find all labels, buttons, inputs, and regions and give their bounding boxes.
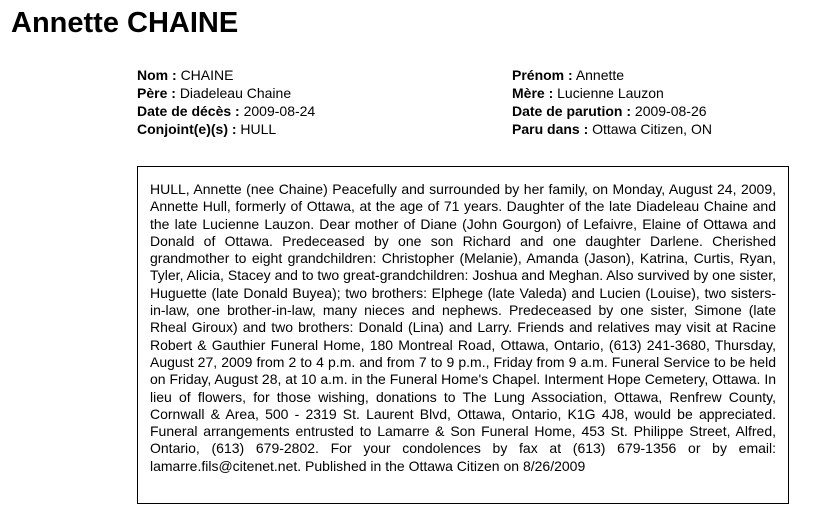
field-value-date-deces: 2009-08-24 [243, 103, 316, 119]
field-value-prenom: Annette [575, 67, 625, 83]
field-label-date-parution: Date de parution : [512, 103, 632, 119]
obituary-box [137, 166, 789, 504]
page-title: Annette CHAINE [11, 7, 239, 39]
field-label-date-deces: Date de décès : [137, 103, 240, 119]
field-value-paru-dans: Ottawa Citizen, ON [592, 121, 712, 137]
field-paru-dans [512, 120, 712, 138]
field-conjoint [137, 120, 315, 138]
field-label-conjoint: Conjoint(e)(s) : [137, 121, 237, 137]
field-value-conjoint: HULL [240, 121, 277, 137]
field-value-mere: Lucienne Lauzon [557, 85, 664, 101]
right-fields [512, 66, 712, 138]
field-label-paru-dans: Paru dans : [512, 121, 589, 137]
field-label-nom: Nom : [137, 67, 177, 83]
obituary-text: HULL, Annette (nee Chaine) Peacefully and surrounded by her family, on Monday, August 24, 2009, Annette Hull, formerly of Ottawa, at the age of 71 years. Daughter of the late Diadeleau Chaine and the late Lucienne Lauzon. Dear mother of Diane (John Gourgon) of Lefaivre, Elaine of Ottawa and Donald of Ottawa. Predeceased by one son Richard and one daughter Darlene. Cherished grandmother to eight grandchildren: Christopher (Melanie), Amanda (Jason), Katrina, Curtis, Ryan, Tyler, Alicia, Stacey and to two great-grandchildren: Joshua and Meghan. Also survived by one sister, Huguette (late Donald Buyea); two brothers: Elphege (late Valeda) and Lucien (Louise), two sisters-in-law, one brother-in-law, many nieces and nephews. Predeceased by one sister, Simone (late Rheal Giroux) and two brothers: Donald (Lina) and Larry. Friends and relatives may visit at Racine Robert & Gauthier Funeral Home, 180 Montreal Road, Ottawa, Ontario, (613) 241-3680, Thursday, August 27, 2009 from 2 to 4 p.m. and from 7 to 9 p.m., Friday from 9 a.m. Funeral Service to be held on Friday, August 28, at 10 a.m. in the Funeral Home's Chapel. Interment Hope Cemetery, Ottawa. In lieu of flowers, for those wishing, donations to The Lung Association, Ottawa, Renfrew County, Cornwall & Area, 500 - 2319 St. Laurent Blvd, Ottawa, Ontario, K1G 4J8, would be appreciated. Funeral arrangements entrusted to Lamarre & Son Funeral Home, 453 St. Philippe Street, Alfred, Ontario, (613) 679-2802. For your condolences by fax at (613) 679-1356 or by email: lamarre.fils@citenet.net. Published in the Ottawa Citizen on 8/26/2009 [150, 181, 776, 474]
field-date-parution [512, 102, 712, 120]
field-date-deces [137, 102, 315, 120]
field-mere [512, 84, 712, 102]
field-label-mere: Mère : [512, 85, 554, 101]
left-fields [137, 66, 315, 138]
field-label-pere: Père : [137, 85, 176, 101]
field-pere [137, 84, 315, 102]
field-label-prenom: Prénom : [512, 67, 573, 83]
field-value-nom: CHAINE [180, 67, 234, 83]
field-nom [137, 66, 315, 84]
field-value-date-parution: 2009-08-26 [634, 103, 707, 119]
field-prenom [512, 66, 712, 84]
field-value-pere: Diadeleau Chaine [179, 85, 292, 101]
